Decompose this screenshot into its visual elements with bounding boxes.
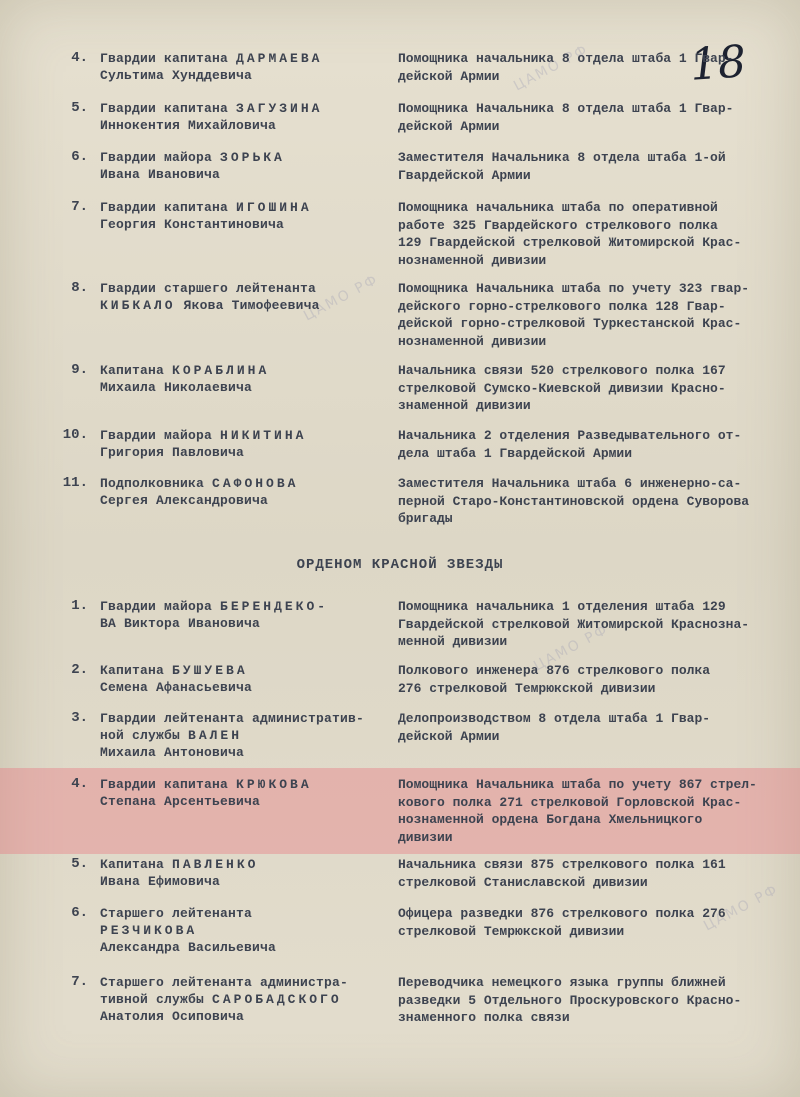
item-number: 7.: [71, 199, 88, 215]
duty-line: Помощника Начальника штаба по учету 323 гвар-: [398, 281, 750, 296]
position: [398, 905, 768, 940]
duty-line: Начальника 2 отделения Разведывательного от-: [398, 428, 742, 443]
person: [100, 280, 390, 314]
rank: Гвардии капитана: [100, 51, 229, 66]
position: [398, 149, 768, 184]
given-name: Якова Тимофеевича: [183, 298, 320, 313]
given-name: Сультима Хунддевича: [100, 68, 253, 83]
person: [100, 905, 390, 956]
duty-line: Начальника связи 875 стрелкового полка 161: [398, 857, 726, 872]
person: [100, 149, 390, 183]
item-number: 4.: [71, 776, 88, 792]
duty-line: дейской Армии: [398, 118, 500, 134]
given-name: ВА Виктора Ивановича: [100, 616, 261, 631]
surname: ИГОШИНА: [236, 200, 312, 215]
given-name: Сергея Александровича: [100, 493, 269, 508]
position: [398, 776, 768, 846]
duty-line: Помощника начальника 8 отдела штаба 1 Гвар-: [398, 51, 734, 66]
duty-line: Помощника начальника штаба по оперативной: [398, 200, 718, 215]
item-number: 7.: [71, 974, 88, 990]
duty-line: Переводчика немецкого языка группы ближней: [398, 975, 726, 990]
duty-line: бригады: [398, 511, 453, 526]
person: [100, 362, 390, 396]
surname: ВАЛЕН: [188, 728, 243, 743]
item-number: 10.: [62, 427, 88, 443]
watermark: ЦАМО РФ: [701, 881, 782, 935]
duty-line: дивизии: [398, 829, 453, 845]
duty-line: нознаменной дивизии: [398, 252, 547, 268]
person: [100, 662, 390, 696]
surname: БУШУЕВА: [172, 663, 248, 678]
item-number: 9.: [71, 362, 88, 378]
person: [100, 50, 390, 84]
item-number: 5.: [71, 856, 88, 872]
position: [398, 362, 768, 415]
duty-line: нознаменной дивизии: [398, 333, 547, 349]
person: [100, 710, 390, 761]
item-number: 8.: [71, 280, 88, 296]
rank: Капитана: [100, 363, 165, 378]
person: [100, 100, 390, 134]
person: [100, 598, 390, 632]
duty-line: знаменного полка связи: [398, 1010, 570, 1025]
given-name: Иннокентия Михайловича: [100, 118, 277, 133]
rank: Старшего лейтенанта: [100, 906, 253, 921]
given-name: Григория Павловича: [100, 445, 245, 460]
rank: Гвардии майора: [100, 428, 213, 443]
position: [398, 475, 768, 528]
surname: ПАВЛЕНКО: [172, 857, 259, 872]
given-name: Георгия Константиновича: [100, 217, 285, 232]
position: [398, 199, 768, 269]
given-name: Семена Афанасьевича: [100, 680, 253, 695]
surname: ЗАГУЗИНА: [236, 101, 323, 116]
duty-line: стрелковой Станиславской дивизии: [398, 874, 648, 890]
duty-line: дейской горно-стрелковой Туркестанской Крас-: [398, 316, 742, 331]
given-name: Ивана Ефимовича: [100, 874, 221, 889]
duty-line: Заместителя Начальника 8 отдела штаба 1-ой: [398, 150, 726, 165]
given-name: Ивана Ивановича: [100, 167, 221, 182]
duty-line: Офицера разведки 876 стрелкового полка 276: [398, 906, 726, 921]
duty-line: работе 325 Гвардейского стрелкового полка: [398, 217, 718, 233]
surname: НИКИТИНА: [220, 428, 307, 443]
watermark: ЦАМО РФ: [511, 41, 592, 95]
duty-line: кового полка 271 стрелковой Горловской Крас-: [398, 794, 742, 810]
rank: Гвардии лейтенанта административ-: [100, 711, 365, 726]
item-number: 3.: [71, 710, 88, 726]
surname: КРЮКОВА: [236, 777, 312, 792]
person: [100, 974, 390, 1025]
rank: Подполковника: [100, 476, 205, 491]
duty-line: Заместителя Начальника штаба 6 инженерно-са-: [398, 476, 742, 491]
person: [100, 856, 390, 890]
position: [398, 100, 768, 135]
duty-line: дейского горно-стрелкового полка 128 Гвар-: [398, 298, 726, 314]
item-number: 2.: [71, 662, 88, 678]
duty-line: Полкового инженера 876 стрелкового полка: [398, 663, 711, 678]
position: [398, 662, 768, 697]
duty-line: Помощника Начальника 8 отдела штаба 1 Гвар-: [398, 101, 734, 116]
item-number: 1.: [71, 598, 88, 614]
duty-line: Помощника Начальника штаба по учету 867 стрел-: [398, 777, 757, 792]
duty-line: менной дивизии: [398, 634, 508, 649]
rank: Гвардии майора: [100, 599, 213, 614]
item-number: 6.: [71, 149, 88, 165]
position: [398, 710, 768, 745]
rank: Гвардии капитана: [100, 777, 229, 792]
duty-line: Делопроизводством 8 отдела штаба 1 Гвар-: [398, 711, 711, 726]
position: [398, 856, 768, 891]
duty-line: нознаменной ордена Богдана Хмельницкого: [398, 812, 703, 827]
rank: Гвардии капитана: [100, 101, 229, 116]
duty-line: Начальника связи 520 стрелкового полка 167: [398, 363, 726, 378]
position: [398, 427, 768, 462]
person: [100, 475, 390, 509]
surname: КОРАБЛИНА: [172, 363, 270, 378]
watermark: ЦАМО РФ: [531, 621, 612, 675]
duty-line: дейской Армии: [398, 68, 500, 84]
rank: Старшего лейтенанта администра-: [100, 975, 349, 990]
person: [100, 199, 390, 233]
surname: ЗОРЬКА: [220, 150, 285, 165]
duty-line: перной Старо-Константиновской ордена Суворова: [398, 493, 750, 509]
duty-line: стрелковой Сумско-Киевской дивизии Красно-: [398, 380, 726, 396]
rank: Капитана: [100, 857, 165, 872]
surname: САРОБАДСКОГО: [212, 992, 342, 1007]
position: [398, 974, 768, 1027]
surname: САФОНОВА: [212, 476, 299, 491]
rank: Гвардии старшего лейтенанта: [100, 281, 317, 296]
item-number: 6.: [71, 905, 88, 921]
duty-line: Помощника начальника 1 отделения штаба 129: [398, 599, 726, 614]
given-name: Анатолия Осиповича: [100, 1009, 245, 1024]
surname: ДАРМАЕВА: [236, 51, 323, 66]
duty-line: Гвардейской Армии: [398, 167, 531, 183]
item-number: 4.: [71, 50, 88, 66]
position: [398, 280, 768, 350]
duty-line: Гвардейской стрелковой Житомирской Краснозна-: [398, 616, 750, 632]
duty-line: разведки 5 Отдельного Проскуровского Красно-: [398, 992, 742, 1008]
duty-line: дейской Армии: [398, 728, 500, 744]
page-number: 18: [688, 36, 748, 91]
rank: ной службы: [100, 728, 181, 743]
given-name: Александра Васильевича: [100, 940, 277, 955]
surname: РЕЗЧИКОВА: [100, 923, 198, 938]
item-number: 5.: [71, 100, 88, 116]
position: [398, 50, 768, 85]
section-title: ОРДЕНОМ КРАСНОЙ ЗВЕЗДЫ: [296, 557, 504, 573]
surname: КИБКАЛО: [100, 298, 176, 313]
duty-line: дела штаба 1 Гвардейской Армии: [398, 445, 633, 461]
duty-line: стрелковой Темрюкской дивизии: [398, 923, 625, 939]
watermark: ЦАМО РФ: [301, 271, 382, 325]
duty-line: знаменной дивизии: [398, 398, 531, 413]
rank: Гвардии капитана: [100, 200, 229, 215]
person: [100, 427, 390, 461]
given-name: Михаила Николаевича: [100, 380, 253, 395]
given-name: Михаила Антоновича: [100, 745, 245, 760]
given-name: Степана Арсентьевича: [100, 794, 261, 809]
duty-line: 276 стрелковой Темрюкской дивизии: [398, 680, 656, 696]
item-number: 11.: [62, 475, 88, 491]
surname: БЕРЕНДЕКО-: [220, 599, 329, 614]
position: [398, 598, 768, 651]
rank: Капитана: [100, 663, 165, 678]
duty-line: 129 Гвардейской стрелковой Житомирской Крас-: [398, 235, 742, 250]
person: [100, 776, 390, 810]
rank: Гвардии майора: [100, 150, 213, 165]
rank: тивной службы: [100, 992, 205, 1007]
